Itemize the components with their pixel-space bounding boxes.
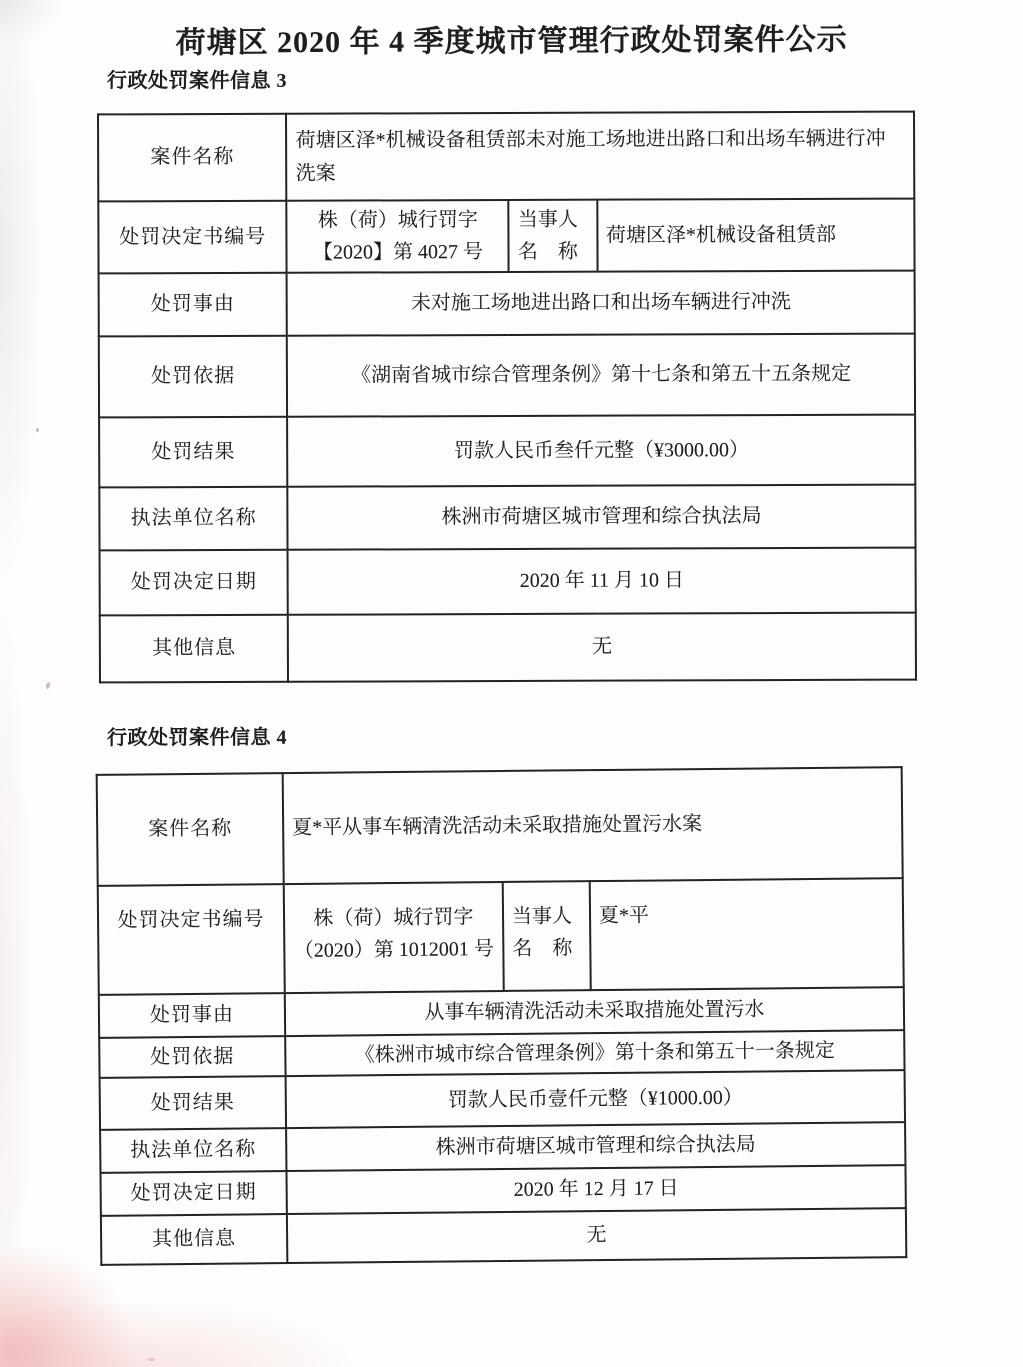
decision-number-label: 处罚决定书编号 [98, 201, 287, 274]
decision-number-label: 处罚决定书编号 [98, 884, 285, 995]
table-row [97, 767, 903, 886]
decision-number-value: 株（荷）城行罚字 （2020）第 1012001 号 [284, 882, 504, 993]
table-row [98, 199, 914, 274]
scan-speck [148, 1358, 155, 1361]
party-name-value: 荷塘区泽*机械设备租赁部 [597, 199, 915, 272]
party-name-label: 当事人 名 称 [509, 200, 597, 272]
result-value: 罚款人民币叁仟元整（¥3000.00） [288, 415, 916, 487]
basis-value: 《株洲市城市综合管理条例》第十条和第五十一条规定 [285, 1030, 904, 1076]
result-label: 处罚结果 [99, 417, 288, 488]
table-row [99, 987, 904, 1038]
table-row [98, 878, 904, 995]
reason-label: 处罚事由 [99, 273, 288, 337]
reason-label: 处罚事由 [99, 993, 285, 1038]
basis-label: 处罚依据 [99, 1036, 285, 1078]
table-row [99, 485, 915, 551]
table-row [98, 112, 914, 202]
agency-label: 执法单位名称 [100, 1128, 286, 1173]
case-name-value: 荷塘区泽*机械设备租赁部未对施工场地进出路口和出场车辆进行冲洗案 [286, 112, 914, 201]
penalty-case-table-3 [97, 111, 917, 684]
table-row [101, 1208, 906, 1265]
document-title: 荷塘区 2020 年 4 季度城市管理行政处罚案件公示 [175, 23, 848, 60]
decision-date-label: 处罚决定日期 [100, 1171, 286, 1216]
penalty-case-table-4 [96, 766, 908, 1266]
table-row [99, 334, 915, 418]
table-row [100, 613, 916, 683]
decision-number-value: 株（荷）城行罚字 【2020】第 4027 号 [287, 200, 509, 273]
basis-label: 处罚依据 [99, 336, 288, 418]
basis-value: 《湖南省城市综合管理条例》第十七条和第五十五条规定 [287, 334, 915, 417]
decision-date-label: 处罚决定日期 [100, 550, 289, 616]
scan-speck [45, 682, 51, 690]
decision-date-value: 2020 年 11 月 10 日 [288, 548, 916, 615]
case-name-value: 夏*平从事车辆清洗活动未采取措施处置污水案 [283, 767, 903, 884]
reason-value: 从事车辆清洗活动未采取措施处置污水 [285, 987, 904, 1036]
party-name-value: 夏*平 [590, 878, 904, 990]
agency-label: 执法单位名称 [99, 487, 288, 551]
other-info-label: 其他信息 [100, 615, 289, 683]
table-row [100, 1165, 905, 1216]
section-heading-case-3: 行政处罚案件信息 3 [107, 70, 287, 92]
section-heading-case-4: 行政处罚案件信息 4 [106, 726, 288, 750]
reason-value: 未对施工场地进出路口和出场车辆进行冲洗 [287, 271, 915, 336]
table-row [100, 1122, 905, 1173]
table-row [99, 415, 915, 488]
scan-speck [36, 428, 39, 432]
other-info-label: 其他信息 [101, 1214, 287, 1265]
other-info-value: 无 [288, 613, 916, 682]
other-info-value: 无 [287, 1208, 906, 1263]
decision-date-value: 2020 年 12 月 17 日 [286, 1165, 905, 1214]
agency-value: 株洲市荷塘区城市管理和综合执法局 [286, 1122, 905, 1171]
case-name-label: 案件名称 [98, 114, 287, 202]
table-row [99, 271, 915, 337]
result-value: 罚款人民币壹仟元整（¥1000.00） [286, 1070, 906, 1128]
table-row [100, 1070, 905, 1130]
result-label: 处罚结果 [100, 1076, 286, 1130]
case-name-label: 案件名称 [97, 773, 284, 886]
agency-value: 株洲市荷塘区城市管理和综合执法局 [288, 485, 916, 550]
party-name-label: 当事人 名 称 [503, 881, 591, 991]
table-row [100, 548, 916, 616]
